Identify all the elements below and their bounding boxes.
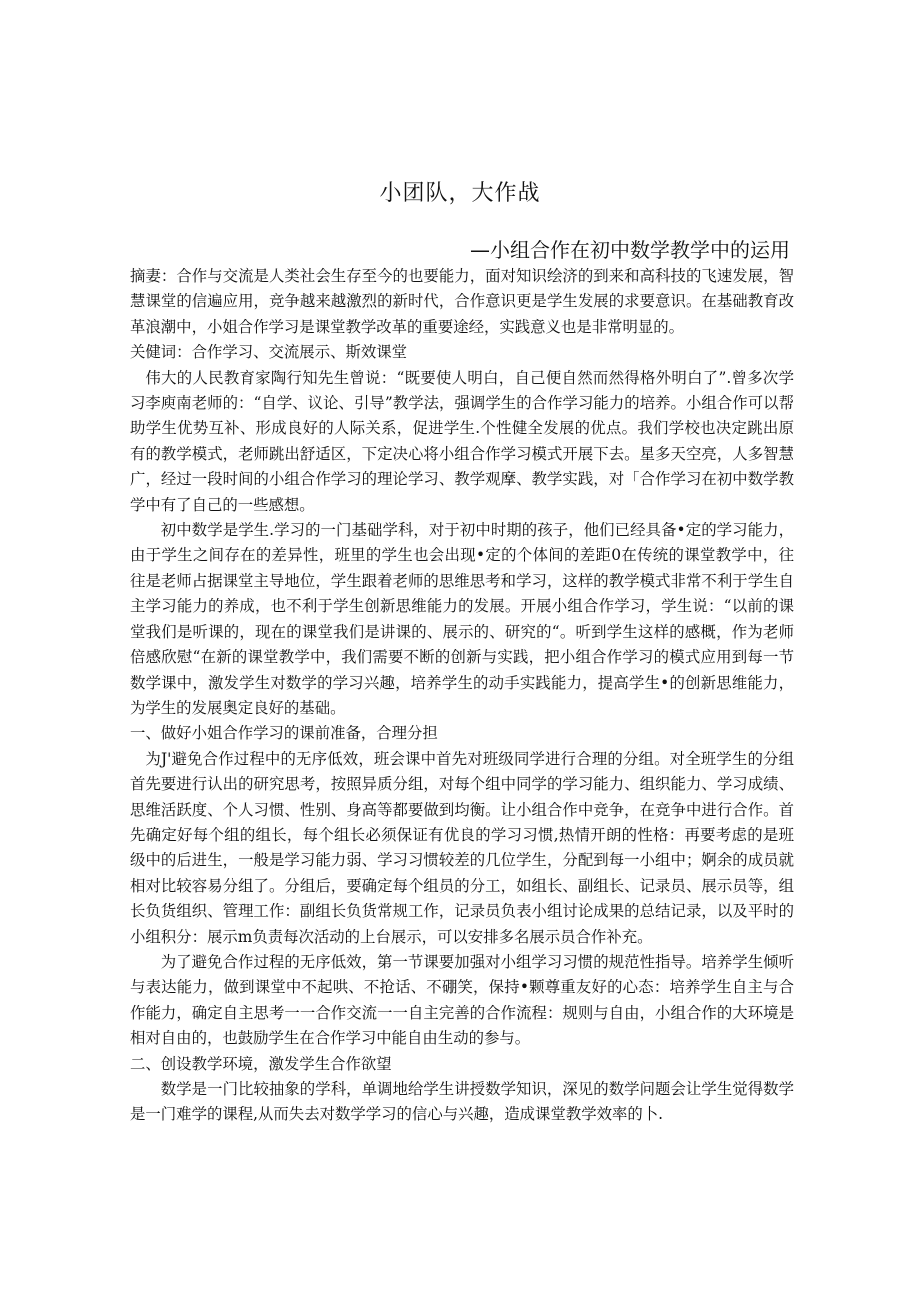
document-subtitle: —小组合作在初中数学教学中的运用 bbox=[470, 238, 790, 262]
body-paragraph-4: 为了避免合作过程的无序低效，第一节课要加强对小组学习习惯的规范性指导。培养学生倾听与表达能力，做到课堂中不起哄、不抢话、不硼笑，保持•颗尊重友好的心态：培养学生自主与合作能力，确定自主思考一一合作交流一一自主完善的合作流程：规则与自由，小组合作的大环境是相对自由的，也鼓励学生在合作学习中能自由生动的参与。 bbox=[130, 952, 794, 1048]
body-paragraph-2: 初中数学是学生.学习的一门基础学科，对于初中时期的孩子，他们已经具备•定的学习能力，由于学生之间存在的差异性，班里的学生也会出现•定的个体间的差距0在传统的课堂教学中，往往是老师占据课堂主导地位，学生跟着老师的思维思考和学习，这样的教学模式非常不利于学生自主学习能力的养成，也不利于学生创新思维能力的发展。开展小组合作学习，学生说：“以前的课堂我们是听课的，现在的课堂我们是讲课的、展示的、研究的“。听到学生这样的感概，作为老师倍感欣慰“在新的课堂教学中，我们需要不断的创新与实践，把小组合作学习的模式应用到每一节数学课中，激发学生对数学的学习兴趣，培养学生的动手实践能力，提高学生•的创新思维能力，为学生的发展奥定良好的基础。 bbox=[130, 521, 794, 717]
section-heading-1: 一、做好小姐合作学习的课前准备，合理分担 bbox=[130, 724, 438, 743]
body-paragraph-5: 数学是一门比较抽象的学科，单调地给学生讲授数学知识，深见的数学问题会让学生觉得数学是一门难学的课程,从而失去对数学学习的信心与兴趣，造成课堂教学效率的卜. bbox=[130, 1080, 794, 1124]
body-paragraph-3: 为J'避免合作过程中的无序低效，班会课中首先对班级同学进行合理的分组。对全班学生的分组首先要进行认出的研究思考，按照异质分组，对每个组中同学的学习能力、组织能力、学习成绩、思维活跃度、个人习惯、性别、身高等都要做到均衡。让小组合作中竞争，在竞争中进行合作。首先确定好每个组的组长，每个组长必须保证有优良的学习习惯,热情开朗的性格：再要考虑的是班级中的后进生，一般是学习能力弱、学习习惯较差的几位学生，分配到每一小组中；婀余的成员就相对比较容易分组了。分组后，要确定每个组员的分工，如组长、副组长、记录员、展示员等，组长负货组织、管理工作：副组长负货常规工作，记录员负表小组讨论成果的总结记录，以及平时的小组积分：展示m负责每次活动的上台展示，可以安排多名展示员合作补充。 bbox=[130, 749, 794, 946]
abstract-paragraph: 摘妻：合作与交流是人类社会生存至今的也要能力，面对知识绘济的到来和高科技的飞速发展，智慧课堂的信遍应用，竞争越来越激烈的新时代，合作意识更是学生发展的求要意识。在基础教育改革浪潮中，小姐合作学习是课堂教学改革的重要途经，实践意义也是非常明显的。 bbox=[130, 267, 794, 336]
document-body bbox=[130, 264, 794, 1128]
section-heading-2: 二、创设教学环境，激发学生合作欲望 bbox=[130, 1054, 392, 1073]
body-paragraph-1: 伟大的人民教育家陶行知先生曾说：“既要使人明白，自己便自然而然得格外明白了”.曾多次学习李庾南老师的：“自学、议论、引导”教学法，强调学生的合作学习能力的培养。小组合作可以帮助学生优势互补、形成良好的人际关系，促进学生.个性健全发展的优点。我们学校也决定跳出原有的教学模式，老师跳出舒适区，下定决心将小组合作学习模式开展下去。星多天空亮，人多智慧广，经过一段时间的小组合作学习的理论学习、教学观摩、教学实践，对「合作学习在初中数学教学中有了自己的一些感想。 bbox=[130, 368, 794, 514]
keywords-line: 关健词：合作学习、交流展示、斯效课堂 bbox=[130, 343, 408, 362]
document-title: 小团队，大作战 bbox=[379, 181, 541, 206]
